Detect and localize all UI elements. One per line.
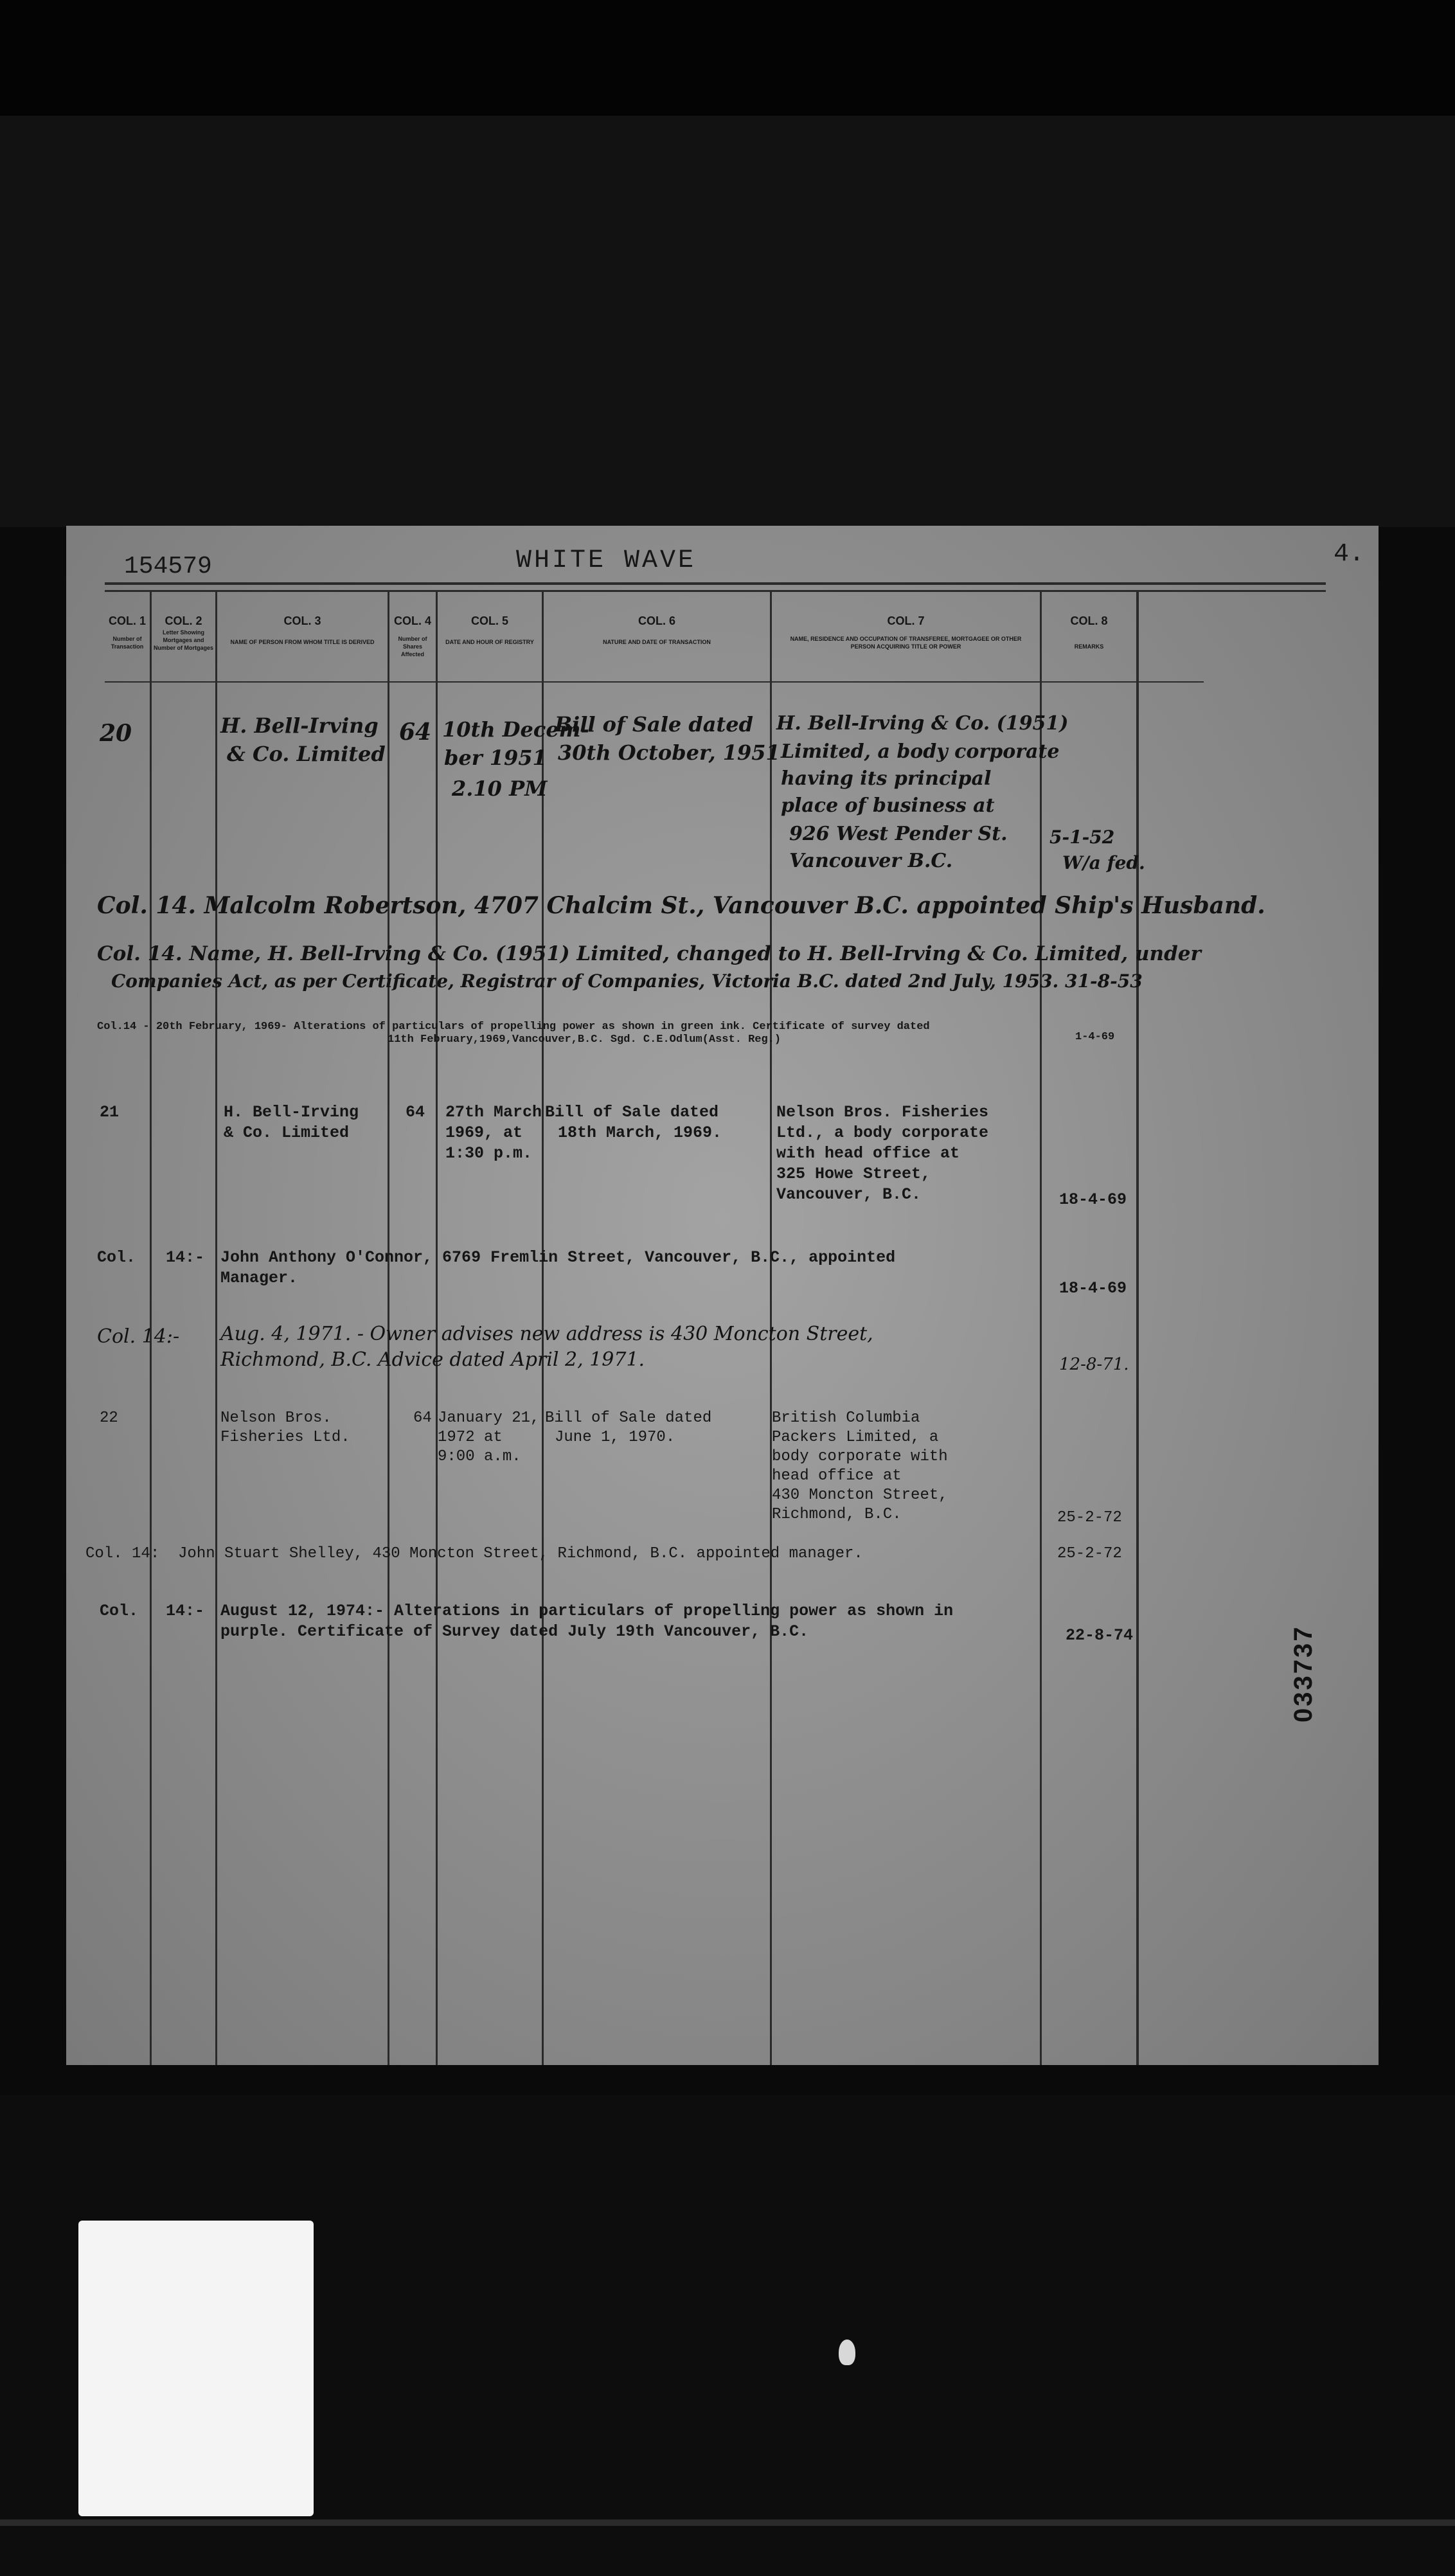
entry22-from-1: Nelson Bros. [220, 1409, 332, 1427]
shelley-text: Col. 14: John Stuart Shelley, 430 Moncton Street, Richmond, B.C. appointed manager. [85, 1545, 863, 1562]
oconnor-text-2: Manager. [220, 1269, 298, 1287]
white-slip [78, 2221, 314, 2516]
entry20-number: 20 [100, 720, 132, 747]
entry21-from-1: H. Bell-Irving [224, 1103, 359, 1122]
entry20-to-3: having its principal [781, 767, 992, 790]
entry20-date-1: 10th Decem- [442, 717, 589, 742]
entry21-date-2: 1969, at [445, 1123, 523, 1142]
entry20-to-2: Limited, a body corporate [781, 740, 1060, 763]
hand1971-text-1: Aug. 4, 1971. - Owner advises new address is 430 Moncton Street, [220, 1323, 873, 1345]
col4-sub: Number of Shares Affected [398, 636, 427, 657]
entry22-date-3: 9:00 a.m. [438, 1448, 521, 1465]
entry22-date-2: 1972 at [438, 1429, 503, 1446]
entry20-to-1: H. Bell-Irving & Co. (1951) [776, 712, 1069, 735]
hand-note-name-change-2: Companies Act, as per Certificate, Registrar of Companies, Victoria B.C. dated 2nd July, 1953. 31-8-53 [111, 970, 1143, 992]
col3-label: COL. 3 [283, 614, 321, 627]
col5-sub: DATE AND HOUR OF REGISTRY [445, 639, 534, 645]
col1-sub: Number of Transaction [111, 636, 144, 650]
entry22-from-2: Fisheries Ltd. [220, 1429, 350, 1446]
col1-label: COL. 1 [108, 614, 146, 627]
entry20-to-5: 926 West Pender St. [789, 823, 1008, 845]
col2-sub: Letter Showing Mortgages and Number of Mortgages [153, 629, 213, 651]
entry20-from-1: H. Bell-Irving [220, 713, 379, 738]
alt1974-text-1: August 12, 1974:- Alterations in particulars of propelling power as shown in [220, 1602, 954, 1620]
microfilm-stamp: 033737 [1289, 1625, 1317, 1722]
entry22-to-5: 430 Moncton Street, [772, 1487, 948, 1504]
header-rule-bottom [105, 681, 1204, 683]
entry20-to-6: Vancouver B.C. [789, 850, 953, 872]
registry-number: 154579 [124, 553, 212, 580]
col7-label: COL. 7 [887, 614, 925, 627]
entry20-remark-1: 5-1-52 [1049, 827, 1115, 848]
entry20-from-2: & Co. Limited [227, 742, 386, 766]
col-rule-7 [1040, 590, 1042, 2065]
hand-note-ships-husband: Col. 14. Malcolm Robertson, 4707 Chalcim St., Vancouver B.C. appointed Ship's Husband. [97, 892, 1265, 919]
entry21-date-3: 1:30 p.m. [445, 1144, 533, 1163]
col3-sub: NAME OF PERSON FROM WHOM TITLE IS DERIVED [230, 639, 375, 645]
entry21-shares: 64 [406, 1103, 425, 1122]
oconnor-num: 14:- [166, 1248, 205, 1267]
col6-label: COL. 6 [638, 614, 675, 627]
entry22-to-2: Packers Limited, a [772, 1429, 939, 1446]
entry20-date-2: ber 1951 [444, 746, 547, 770]
entry21-to-1: Nelson Bros. Fisheries [776, 1103, 989, 1122]
entry21-to-3: with head office at [776, 1144, 960, 1163]
alt1974-num: 14:- [166, 1602, 205, 1620]
entry21-from-2: & Co. Limited [224, 1123, 350, 1142]
entry22-number: 22 [100, 1409, 118, 1427]
entry20-shares: 64 [399, 719, 432, 746]
hand-note-name-change-1: Col. 14. Name, H. Bell-Irving & Co. (1951) Limited, changed to H. Bell-Irving & Co. Limited, under [97, 942, 1201, 965]
scan-bottom-edge [0, 2519, 1455, 2526]
entry21-to-2: Ltd., a body corporate [776, 1123, 989, 1142]
entry21-to-4: 325 Howe Street, [776, 1165, 931, 1183]
col4-label: COL. 4 [393, 614, 431, 627]
entry22-to-3: body corporate with [772, 1448, 948, 1465]
col8-label: COL. 8 [1070, 614, 1108, 627]
col14-1969-note-date: 1-4-69 [1075, 1031, 1115, 1043]
entry22-to-6: Richmond, B.C. [772, 1506, 902, 1523]
header-rule-top [105, 582, 1326, 585]
col-rule-2 [215, 590, 217, 2065]
oconnor-col: Col. [97, 1248, 136, 1267]
hand1971-text-2: Richmond, B.C. Advice dated April 2, 1971. [220, 1348, 645, 1371]
entry20-to-4: place of business at [781, 794, 995, 817]
film-spot [839, 2339, 855, 2365]
shelley-remark: 25-2-72 [1057, 1545, 1122, 1562]
col14-1969-note-2: 11th February,1969,Vancouver,B.C. Sgd. C.E.Odlum(Asst. Reg.) [388, 1033, 781, 1046]
hand1971-col: Col. 14:- [97, 1325, 180, 1348]
entry21-nature-1: Bill of Sale dated [545, 1103, 719, 1122]
oconnor-remark: 18-4-69 [1059, 1279, 1127, 1298]
header-rule-second [105, 590, 1326, 592]
alt1974-remark: 22-8-74 [1066, 1626, 1134, 1645]
entry22-shares: 64 [413, 1409, 432, 1427]
alt1974-text-2: purple. Certificate of Survey dated July 19th Vancouver, B.C. [220, 1622, 809, 1641]
entry20-nature-1: Bill of Sale dated [555, 712, 754, 737]
entry21-nature-2: 18th March, 1969. [558, 1123, 722, 1142]
scan-dark-band [0, 116, 1455, 527]
oconnor-text-1: John Anthony O'Connor, 6769 Fremlin Street, Vancouver, B.C., appointed [220, 1248, 896, 1267]
entry20-nature-2: 30th October, 1951 [558, 740, 780, 765]
entry21-number: 21 [100, 1103, 120, 1122]
alt1974-col: Col. [100, 1602, 139, 1620]
col-rule-8 [1136, 590, 1139, 2065]
scan-top-band [0, 0, 1455, 116]
entry21-remark: 18-4-69 [1059, 1190, 1127, 1209]
hand1971-remark: 12-8-71. [1059, 1355, 1129, 1374]
col14-1969-note-1: Col.14 - 20th February, 1969- Alterations of particulars of propelling power as shown in green ink. Certificate of survey dated [97, 1021, 930, 1033]
entry22-nature-1: Bill of Sale dated [545, 1409, 712, 1427]
entry20-remark-2: W/a fed. [1062, 852, 1145, 873]
col5-label: COL. 5 [470, 614, 508, 627]
entry20-date-3: 2.10 PM [452, 776, 548, 801]
entry21-date-1: 27th March [445, 1103, 542, 1122]
col8-sub: REMARKS [1074, 643, 1104, 650]
entry22-nature-2: June 1, 1970. [555, 1429, 675, 1446]
vessel-name: WHITE WAVE [516, 546, 697, 575]
entry22-remark: 25-2-72 [1057, 1509, 1122, 1526]
entry21-to-5: Vancouver, B.C. [776, 1185, 922, 1204]
entry22-to-1: British Columbia [772, 1409, 920, 1427]
col6-sub: NATURE AND DATE OF TRANSACTION [603, 639, 711, 645]
register-page [66, 526, 1379, 2065]
col7-sub: NAME, RESIDENCE AND OCCUPATION OF TRANSFEREE, MORTGAGEE OR OTHER PERSON ACQUIRING TITLE OR POWER [790, 636, 1022, 650]
entry22-date-1: January 21, [438, 1409, 540, 1427]
col2-label: COL. 2 [165, 614, 202, 627]
page-number: 4. [1334, 540, 1365, 569]
entry22-to-4: head office at [772, 1467, 902, 1485]
